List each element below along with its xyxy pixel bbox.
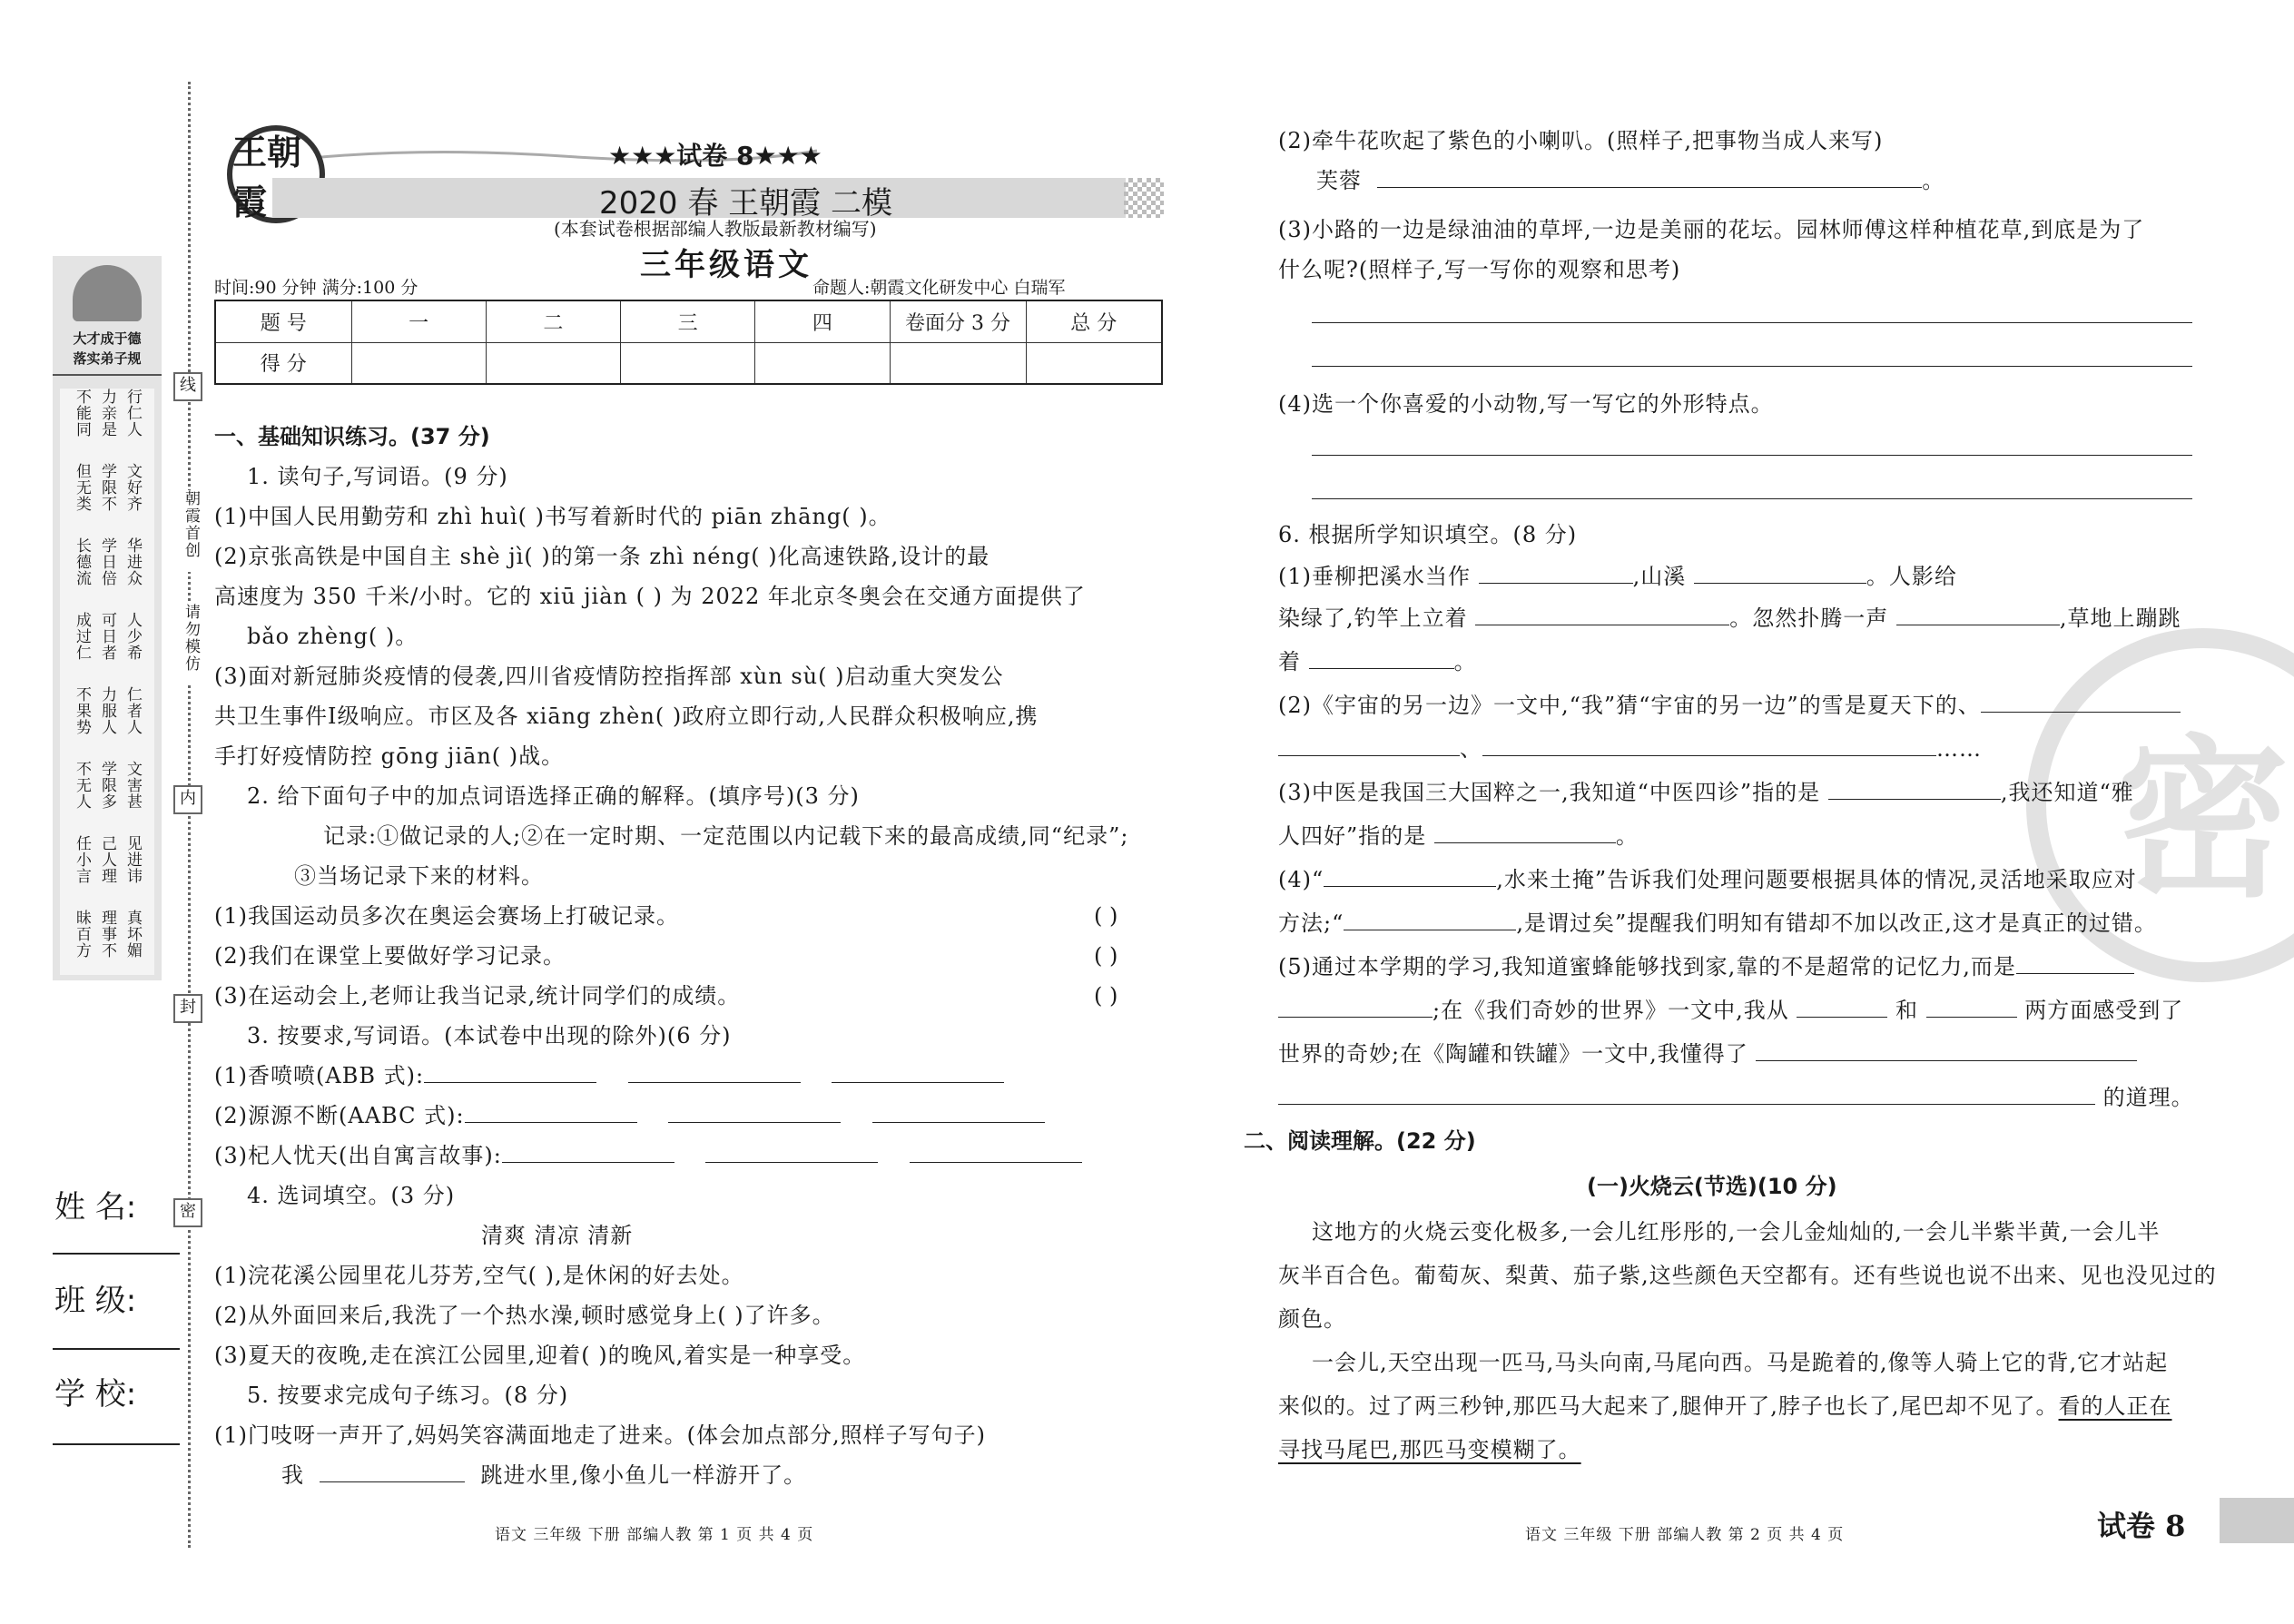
answer-parens[interactable]: ( ) [1094,983,1118,1009]
corner-bar [2220,1498,2294,1543]
question-line: (2)从外面回来后,我洗了一个热水澡,顿时感觉身上( )了许多。 [214,1303,835,1328]
answer-blank[interactable] [832,1061,1004,1083]
name-label: 姓 名: [54,1189,137,1225]
motto-panel [53,256,162,980]
question-title: 1. 读句子,写词语。(9 分) [247,464,508,489]
answer-blank[interactable] [320,1461,465,1482]
author-info: 命题人:朝霞文化研发中心 白瑞军 [812,278,1066,298]
question-title: 6. 根据所学知识填空。(8 分) [1278,522,1578,547]
seal-label-xian: 线 [173,372,202,401]
question-title: 4. 选词填空。(3 分) [247,1183,456,1208]
answer-blank[interactable] [1756,1039,2137,1061]
answer-blank[interactable] [1278,734,1460,756]
question-line: (2)我们在课堂上要做好学习记录。 [214,943,566,969]
question-line: 方法;“ ,是谓过矣”提醒我们明知有错却不加以改正,这才是真正的过错。 [1278,910,2157,936]
answer-blank[interactable] [628,1061,801,1083]
question-line: 人四好”指的是 。 [1278,823,1639,849]
answer-blank[interactable] [1278,1083,2095,1105]
answer-blank[interactable] [872,1101,1045,1123]
answer-blank[interactable] [1475,604,1729,625]
answer-line[interactable] [1312,454,2192,456]
score-header-row [215,300,1162,342]
maxim-block: 成过仁 可日者 人少希 [60,612,154,695]
section-heading: 二、阅读理解。(22 分) [1244,1128,1476,1154]
scholar-illustration [73,265,142,321]
question-line: (2)源源不断(AABC 式): [214,1100,1045,1131]
page-footer-right: 语文 三年级 下册 部编人教 第 2 页 共 4 页 [1525,1526,1845,1544]
answer-blank[interactable] [1324,865,1496,887]
exam-title: 2020 春 王朝霞 二模 [599,185,892,221]
school-label: 学 校: [54,1376,137,1412]
answer-parens[interactable]: ( ) [1094,943,1118,969]
confidential-watermark: 密 [2026,628,2294,982]
side-text-first: 朝霞首创 [175,490,202,572]
answer-blank[interactable] [2016,952,2134,974]
question-line: (1)门吱呀一声开了,妈妈笑容满面地走了进来。(体会加点部分,照样子写句子) [214,1422,986,1448]
answer-blank[interactable] [502,1141,674,1163]
question-line: 什么呢?(照样子,写一写你的观察和思考) [1278,257,1681,282]
answer-line[interactable] [1312,365,2192,367]
question-line: (1)香喷喷(ABB 式): [214,1060,1004,1091]
word-choices: 清爽 清凉 清新 [481,1223,634,1248]
answer-blank[interactable] [910,1141,1082,1163]
score-cell[interactable] [1026,342,1162,384]
section-heading: 一、基础知识练习。(37 分) [214,424,490,449]
answer-blank[interactable] [1278,996,1433,1018]
answer-blank[interactable] [1694,562,1866,584]
question-line: (4)选一个你喜爱的小动物,写一写它的外形特点。 [1278,391,1774,417]
answer-blank[interactable] [1377,166,1922,188]
answer-line[interactable] [1312,497,2192,499]
answer-blank[interactable] [424,1061,596,1083]
question-line: (1)我国运动员多次在奥运会赛场上打破记录。 [214,903,679,929]
question-line: 共卫生事件Ⅰ级响应。市区及各 xiāng zhèn( )政府立即行动,人民群众积极响应,携 [214,704,1039,729]
question-line: (3)中医是我国三大国粹之一,我知道“中医四诊”指的是 ,我还知道“雅 [1278,780,2134,805]
motto-text: 大才成于德 落实弟子规 [53,329,162,376]
school-field[interactable] [53,1443,180,1445]
answer-blank[interactable] [705,1141,878,1163]
score-header: 四 [755,300,890,342]
score-cell[interactable] [621,342,755,384]
answer-blank[interactable] [1434,822,1616,843]
score-cell[interactable] [890,342,1026,384]
answer-parens[interactable]: ( ) [1094,903,1118,929]
answer-blank[interactable] [668,1101,841,1123]
page-footer-left: 语文 三年级 下册 部编人教 第 1 页 共 4 页 [495,1526,814,1544]
example-line: 芙蓉 。 [1316,168,1945,193]
question-title: 3. 按要求,写词语。(本试卷中出现的除外)(6 分) [247,1023,732,1048]
side-text-second: 请勿模仿 [175,604,202,685]
question-line: (3)面对新冠肺炎疫情的侵袭,四川省疫情防控指挥部 xùn sù( )启动重大突发公 [214,664,1004,689]
score-cell[interactable] [755,342,890,384]
answer-blank[interactable] [1797,996,1887,1018]
question-line: (3)夏天的夜晚,走在滨江公园里,迎着( )的晚风,着实是一种享受。 [214,1343,866,1368]
question-line: (3)在运动会上,老师让我当记录,统计同学们的成绩。 [214,983,741,1009]
question-line: bǎo zhèng( )。 [247,624,418,649]
score-header: 一 [351,300,486,342]
definition-line: ③当场记录下来的材料。 [294,863,544,889]
paper-label: 试卷 8 [2097,1509,2186,1543]
question-line: ;在《我们奇妙的世界》一文中,我从 和 两方面感受到了 [1278,995,2183,1026]
question-line: (3)小路的一边是绿油油的草坪,一边是美丽的花坛。园林师傅这样种植花草,到底是为了 [1278,217,2145,242]
score-table [214,300,1163,385]
score-header: 卷面分 3 分 [890,300,1026,342]
answer-blank[interactable] [1828,778,2001,800]
reading-line: 灰半百合色。葡萄灰、梨黄、茄子紫,这些颜色天空都有。还有些说也说不出来、见也没见过的 [1278,1263,2217,1288]
answer-line[interactable] [1312,321,2192,323]
question-line: (4)“ ,水来土掩”告诉我们处理问题要根据具体的情况,灵活地采取应对 [1278,867,2137,892]
seal-label-nei: 内 [173,785,202,814]
reading-line: 颜色。 [1278,1306,1346,1332]
score-header: 总 分 [1026,300,1162,342]
score-cell[interactable] [351,342,486,384]
question-title: 5. 按要求完成句子练习。(8 分) [247,1383,569,1408]
score-header: 题 号 [215,300,351,342]
reading-title: (一)火烧云(节选)(10 分) [1587,1174,1837,1199]
binding-line [188,82,191,1548]
score-cell[interactable] [486,342,620,384]
score-header: 三 [621,300,755,342]
score-header: 二 [486,300,620,342]
answer-blank[interactable] [465,1101,637,1123]
exam-note: (本套试卷根据部编人教版最新教材编写) [554,218,877,240]
maxim-block: 任小言 己人理 见进讳 [60,835,154,919]
question-line: (1)垂柳把溪水当作 ,山溪 。人影给 [1278,564,1957,589]
score-label: 得 分 [215,342,351,384]
reading-line: 一会儿,天空出现一匹马,马头向南,马尾向西。马是跪着的,像等人骑上它的背,它才站起 [1312,1350,2169,1375]
maxim-block: 不果势 力服人 仁者人 [60,686,154,770]
maxim-block: 昧百方 理事不 真坏媚 [60,910,154,975]
answer-blank[interactable] [1482,734,1936,756]
example-line: 我 跳进水里,像小鱼儿一样游开了。 [281,1462,807,1488]
answer-blank[interactable] [1926,996,2017,1018]
publisher-logo: 王朝霞 [227,125,325,223]
class-field[interactable] [53,1348,180,1350]
name-field[interactable] [53,1253,180,1255]
underlined-sentence: 看的人正在 [2058,1393,2172,1419]
subject-title: 三年级语文 [640,247,812,283]
maxim-block: 长德流 学日倍 华进众 [60,537,154,621]
question-line: (3)杞人忧天(出自寓言故事): [214,1140,1082,1171]
time-score-info: 时间:90 分钟 满分:100 分 [214,278,418,298]
answer-blank[interactable] [1896,604,2060,625]
class-label: 班 级: [54,1283,137,1319]
question-line: (1)浣花溪公园里花儿芬芳,空气( ),是休闲的好去处。 [214,1263,744,1288]
question-title: 2. 给下面句子中的加点词语选择正确的解释。(填序号)(3 分) [247,783,860,809]
question-line: (2)京张高铁是中国自主 shè jì( )的第一条 zhì néng( )化高速铁路,设计的最 [214,544,990,569]
question-line: 、 …… [1278,733,1982,764]
seal-label-feng: 封 [173,994,202,1023]
score-value-row [215,342,1162,384]
underlined-sentence: 寻找马尾巴,那匹马变模糊了。 [1278,1437,1581,1462]
reading-line: 来似的。过了两三秒钟,那匹马大起来了,腿伸开了,脖子也长了,尾巴却不见了。看的人正在 [1278,1393,2172,1419]
question-line: (5)通过本学期的学习,我知道蜜蜂能够找到家,靠的不是超常的记忆力,而是 [1278,951,2134,982]
maxim-block: 不能同 力亲是 行仁人 [60,389,154,472]
maxim-block: 不无人 学限多 文害甚 [60,761,154,844]
checker-decoration [1124,178,1164,218]
question-line: (2)《宇宙的另一边》一文中,“我”猜“宇宙的另一边”的雪是夏天下的、 [1278,690,2181,721]
question-line: (1)中国人民用勤劳和 zhì huì( )书写着新时代的 piān zhāng( )。 [214,504,891,529]
question-line: 染绿了,钓竿上立着 。忽然扑腾一声 ,草地上蹦跳 [1278,605,2181,631]
paper-number: ★★★试卷 8★★★ [608,141,822,171]
question-line: 手打好疫情防控 gōng jiān( )战。 [214,743,565,769]
question-line: 高速度为 350 千米/小时。它的 xiū jiàn ( ) 为 2022 年北京冬奥会在交通方面提供了 [214,584,1086,609]
reading-line: 这地方的火烧云变化极多,一会儿红彤彤的,一会儿金灿灿的,一会儿半紫半黄,一会儿半 [1312,1219,2161,1245]
maxim-block: 但无类 学限不 文好齐 [60,463,154,546]
question-line: 着 。 [1278,649,1477,674]
answer-blank[interactable] [1981,691,2181,713]
answer-blank[interactable] [1479,562,1633,584]
answer-blank[interactable] [1344,909,1516,930]
question-line: 世界的奇妙;在《陶罐和铁罐》一文中,我懂得了 [1278,1038,2137,1069]
seal-label-mi: 密 [173,1198,202,1227]
answer-blank[interactable] [1309,647,1454,669]
definition-line: 记录:①做记录的人;②在一定时期、一定范围以内记载下来的最高成绩,同“纪录”; [323,823,1129,849]
question-line: 的道理。 [1278,1082,2194,1113]
question-line: (2)牵牛花吹起了紫色的小喇叭。(照样子,把事物当成人来写) [1278,128,1884,153]
